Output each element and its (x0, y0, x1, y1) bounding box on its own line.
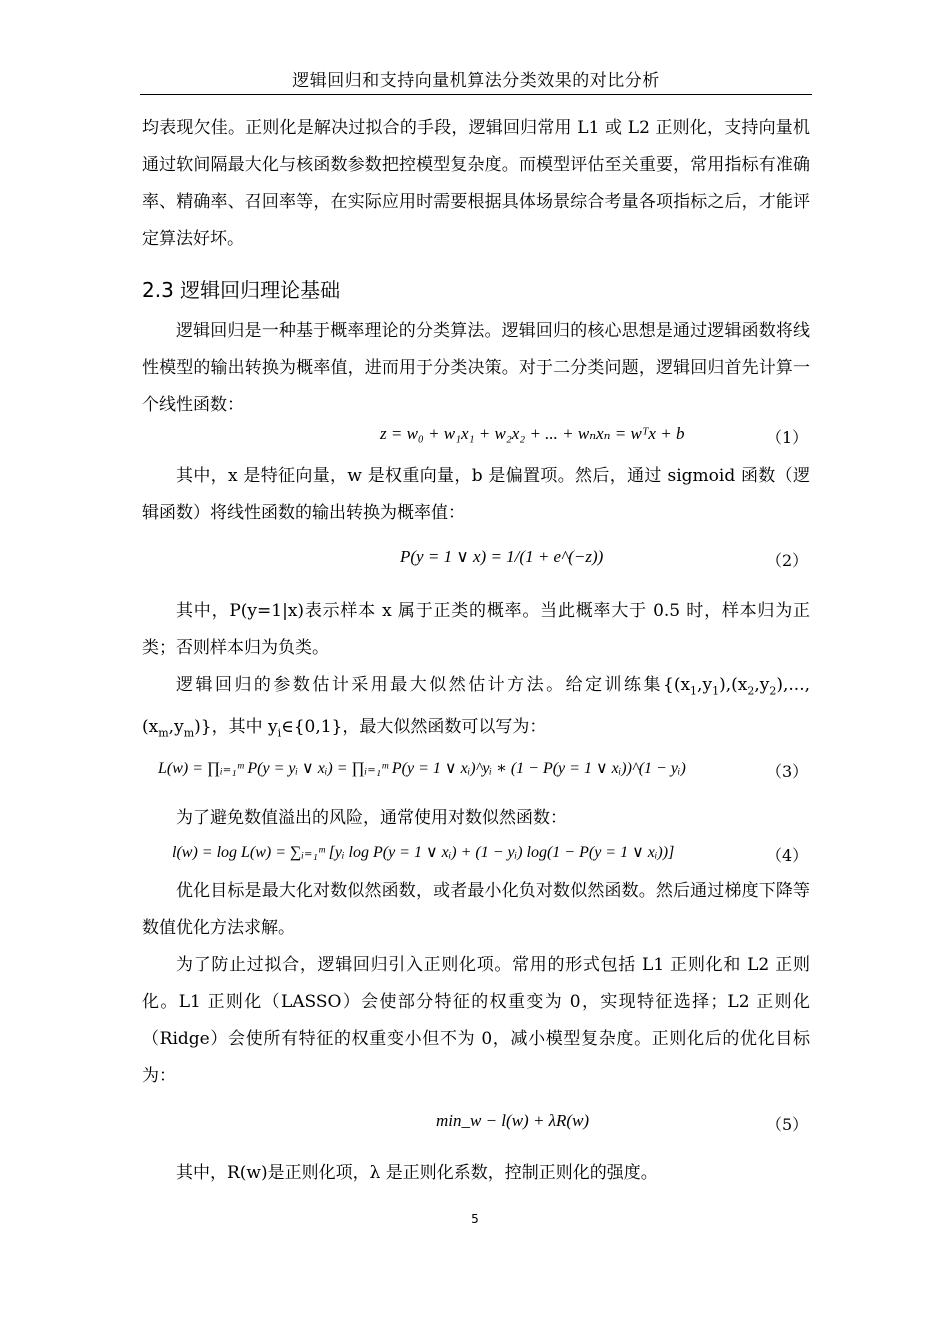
paragraph-continuation: 均表现欠佳。正则化是解决过拟合的手段，逻辑回归常用 L1 或 L2 正则化，支持向量机通过软间隔最大化与核函数参数把控模型复杂度。而模型评估至关重要，常用指标有准确率、精确率、召回率等，在实际应用时需要根据具体场景综合考量各项指标之后，才能评定算法好坏。 (142, 118, 810, 249)
subscript: 1 (690, 684, 698, 698)
paragraph-log-likelihood: 为了避免数值溢出的风险，通常使用对数似然函数： (176, 808, 567, 828)
equation-number-4: （4） (766, 846, 809, 865)
equation-4: l(w) = log L(w) = ∑ᵢ₌₁ᵐ [yᵢ log P(y = 1 ∨ xᵢ) + (1 − yᵢ) log(1 − P(y = 1 ∨ xᵢ))] (172, 844, 675, 861)
subscript: i (277, 726, 282, 740)
paragraph-regularization: 为了防止过拟合，逻辑回归引入正则化项。常用的形式包括 L1 正则化和 L2 正则化。L1 正则化（LASSO）会使部分特征的权重变为 0，实现特征选择；L2 正则化（Ridge）会使所有特征的权重变小但不为 0，减小模型复杂度。正则化后的优化目标为： (142, 955, 810, 1086)
paragraph-sigmoid: 其中，x 是特征向量，w 是权重向量，b 是偏置项。然后，通过 sigmoid 函数（逻辑函数）将线性函数的输出转换为概率值： (142, 466, 810, 523)
equation-2: P(y = 1 ∨ x) = 1/(1 + e^(−z)) (400, 547, 604, 566)
equation-number-1: （1） (766, 428, 809, 447)
subscript: 1 (712, 684, 720, 698)
equation-number-5: （5） (766, 1115, 809, 1134)
paragraph-mle: 逻辑回归的参数估计采用最大似然估计方法。给定训练集$\{(x_1,y_1),(x_2,y_2),...,(x_m,y_m)\}$，其中 $y_i\in\{0,1\}$，最大似然函数可以写为： (142, 675, 810, 740)
paragraph-optimization: 优化目标是最大化对数似然函数，或者最小化负对数似然函数。然后通过梯度下降等数值优化方法求解。 (142, 881, 810, 938)
header-rule (140, 94, 812, 95)
equation-number-3: （3） (766, 762, 809, 781)
paragraph-regularization-term: 其中，R(w)是正则化项，λ 是正则化系数，控制正则化的强度。 (176, 1163, 658, 1183)
subscript: 2 (769, 684, 777, 698)
paragraph-probability: 其中，P(y=1|x)表示样本 x 属于正类的概率。当此概率大于 0.5 时，样本归为正类；否则样本归为负类。 (142, 601, 810, 658)
page-number: 5 (471, 1212, 479, 1226)
paragraph-logistic-intro: 逻辑回归是一种基于概率理论的分类算法。逻辑回归的核心思想是通过逻辑函数将线性模型的输出转换为概率值，进而用于分类决策。对于二分类问题，逻辑回归首先计算一个线性函数： (142, 321, 810, 415)
mle-text-c: ),...,(x (142, 675, 810, 738)
equation-5: min_w − l(w) + λR(w) (436, 1111, 590, 1130)
mle-text-e: ∈{0,1}，最大似然函数可以写为： (281, 717, 547, 738)
mle-text-a: 逻辑回归的参数估计采用最大似然估计方法。给定训练集{(x (176, 675, 691, 695)
mle-text-d: )}，其中 y (194, 717, 278, 738)
mle-text-b: ),(x (719, 675, 748, 695)
equation-number-2: （2） (766, 551, 809, 570)
section-heading: 2.3 逻辑回归理论基础 (142, 278, 341, 302)
equation-3: L(w) = ∏ᵢ₌₁ᵐ P(y = yᵢ ∨ xᵢ) = ∏ᵢ₌₁ᵐ P(y = 1 ∨ xᵢ)^yᵢ ∗ (1 − P(y = 1 ∨ xᵢ))^(1 − yᵢ) (158, 760, 686, 777)
running-header: 逻辑回归和支持向量机算法分类效果的对比分析 (292, 71, 660, 91)
subscript: m (183, 726, 195, 740)
subscript: 2 (747, 684, 755, 698)
subscript: m (158, 726, 169, 740)
equation-1: z = w₀ + w₁x₁ + w₂x₂ + ... + wₙxₙ = wᵀx + b (380, 424, 685, 443)
